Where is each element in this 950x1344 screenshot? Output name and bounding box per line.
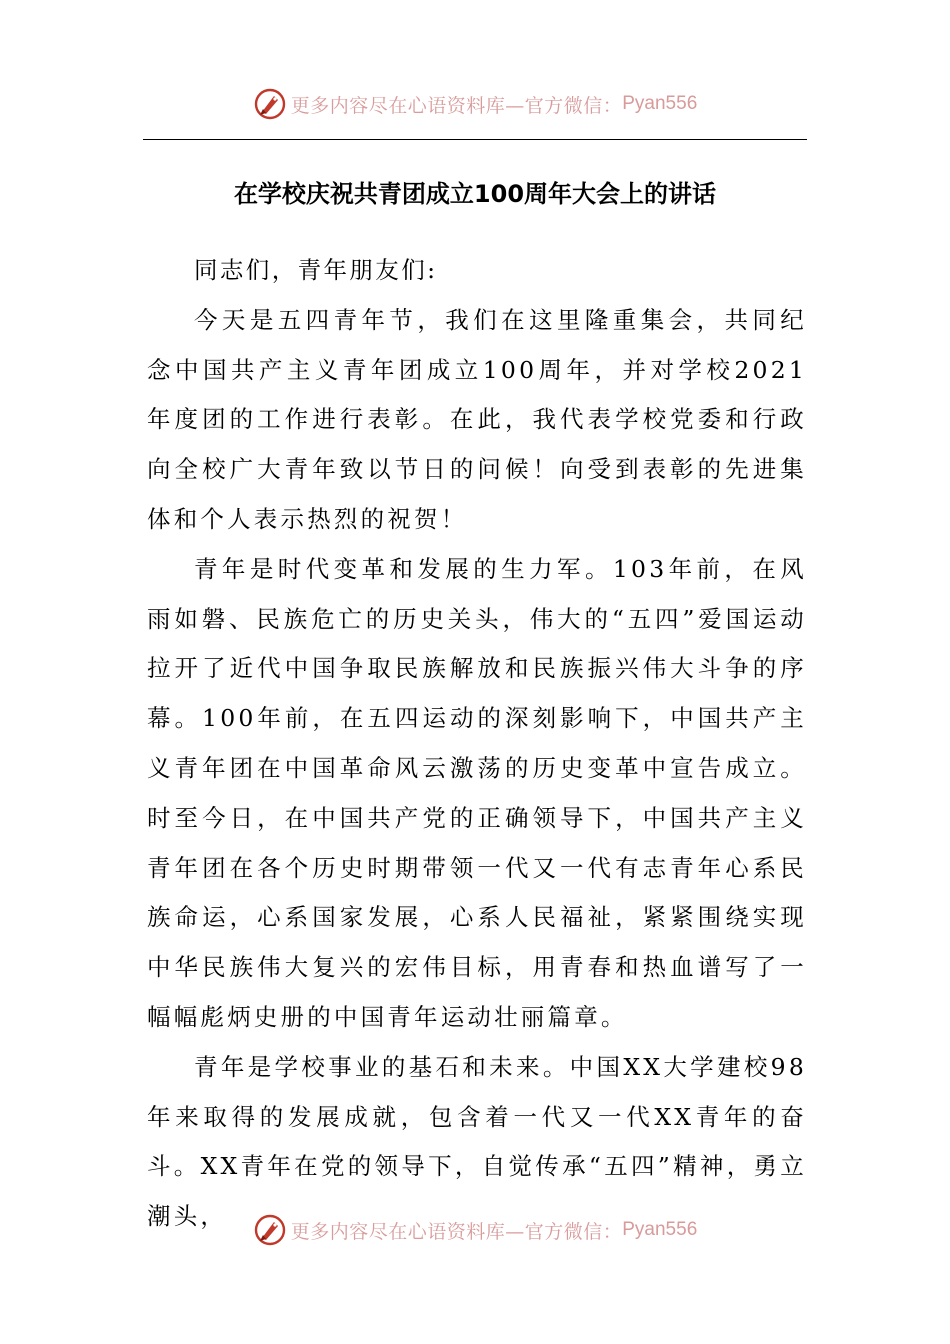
header-divider <box>143 139 807 140</box>
banner-wechat-id: Pyan556 <box>622 93 698 114</box>
document-body <box>147 246 807 1242</box>
banner-text: 更多内容尽在心语资料库—官方微信： <box>290 94 623 117</box>
paragraph: 今天是五四青年节，我们在这里隆重集会，共同纪念中国共产主义青年团成立100周年，并对学校2021年度团的工作进行表彰。在此，我代表学校党委和行政向全校广大青年致以节日的问候！向受到表彰的先进集体和个人表示热烈的祝贺！ <box>147 305 807 533</box>
pen-nib-circle-icon <box>253 87 287 121</box>
salutation: 同志们，青年朋友们: <box>194 256 438 284</box>
header-banner <box>0 84 950 124</box>
footer-banner <box>0 1210 950 1250</box>
pen-nib-circle-icon <box>253 1213 287 1247</box>
banner-text: 更多内容尽在心语资料库—官方微信： <box>290 1220 623 1243</box>
paragraph: 青年是时代变革和发展的生力军。103年前，在风雨如磐、民族危亡的历史关头，伟大的“五四”爱国运动拉开了近代中国争取民族解放和民族振兴伟大斗争的序幕。100年前，在五四运动的深刻影响下，中国共产主义青年团在中国革命风云激荡的历史变革中宣告成立。时至今日，在中国共产党的正确领导下，中国共产主义青年团在各个历史时期带领一代又一代有志青年心系民族命运，心系国家发展，心系人民福祉，紧紧围绕实现中华民族伟大复兴的宏伟目标，用青春和热血谱写了一幅幅彪炳史册的中国青年运动壮丽篇章。 <box>147 554 807 1031</box>
document-title: 在学校庆祝共青团成立100周年大会上的讲话 <box>233 180 717 208</box>
paragraph: 青年是学校事业的基石和未来。中国XX大学建校98年来取得的发展成就，包含着一代又一代XX青年的奋斗。XX青年在党的领导下，自觉传承“五四”精神，勇立潮头， <box>147 1052 807 1231</box>
banner-wechat-id: Pyan556 <box>622 1219 698 1240</box>
